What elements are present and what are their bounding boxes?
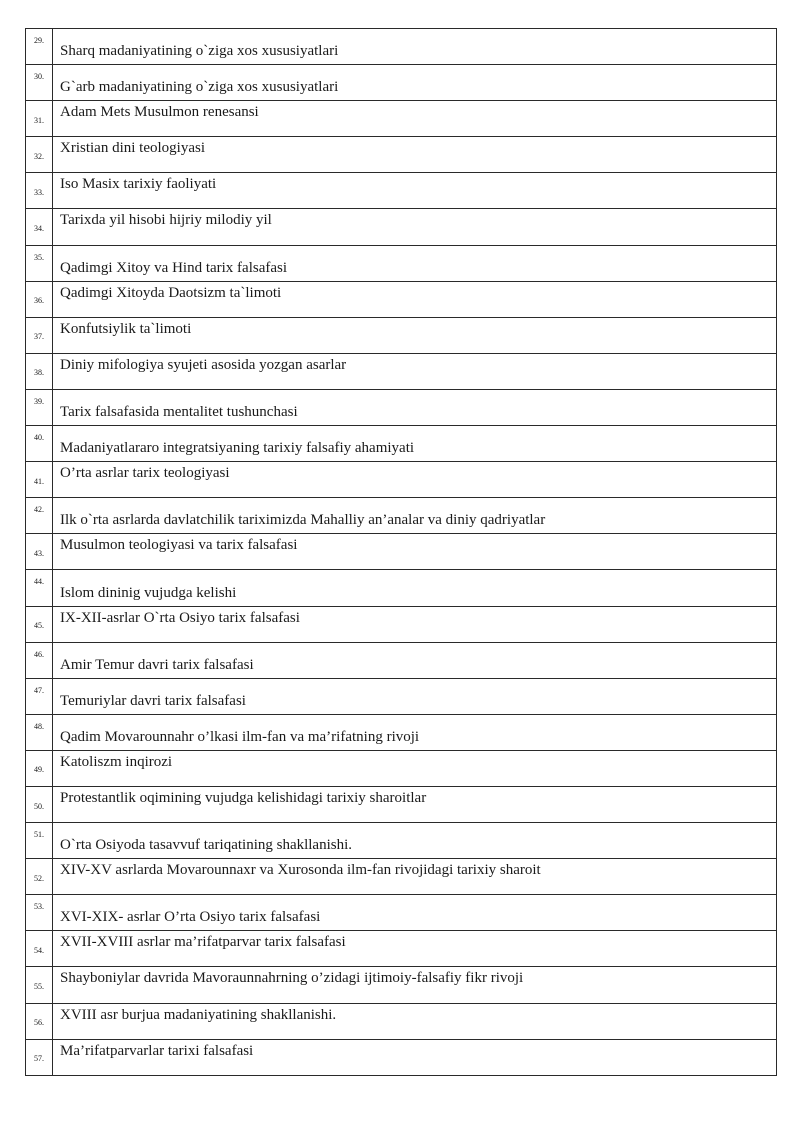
topic-title: Diniy mifologiya syujeti asosida yozgan asarlar [53,353,777,389]
topic-title: IX-XII-asrlar O`rta Osiyo tarix falsafasi [53,606,777,642]
table-row [26,606,777,642]
topic-title: XVI-XIX- asrlar O’rta Osiyo tarix falsafasi [53,895,777,931]
topic-title: Madaniyatlararo integratsiyaning tarixiy falsafiy ahamiyati [53,426,777,462]
topic-title: O’rta asrlar tarix teologiyasi [53,462,777,498]
topic-title: XIV-XV asrlarda Movarounnaxr va Xurosonda ilm-fan rivojidagi tarixiy sharoit [53,859,777,895]
row-number: 29. [26,29,53,65]
table-row [26,967,777,1003]
topic-title: Amir Temur davri tarix falsafasi [53,642,777,678]
table-row [26,29,777,65]
row-number: 35. [26,245,53,281]
row-number: 46. [26,642,53,678]
topic-title: Ma’rifatparvarlar tarixi falsafasi [53,1039,777,1075]
topic-title: XVIII asr burjua madaniyatining shakllanishi. [53,1003,777,1039]
row-number: 42. [26,498,53,534]
table-row [26,1039,777,1075]
row-number: 37. [26,317,53,353]
topic-title: Xristian dini teologiyasi [53,137,777,173]
topic-title: Sharq madaniyatining o`ziga xos xususiyatlari [53,29,777,65]
topics-table-body [26,29,777,1076]
table-row [26,389,777,425]
row-number: 33. [26,173,53,209]
row-number: 49. [26,750,53,786]
row-number: 52. [26,859,53,895]
row-number: 38. [26,353,53,389]
row-number: 54. [26,931,53,967]
topic-title: Protestantlik oqimining vujudga kelishidagi tarixiy sharoitlar [53,786,777,822]
topic-title: Tarix falsafasida mentalitet tushunchasi [53,389,777,425]
row-number: 55. [26,967,53,1003]
table-row [26,895,777,931]
topic-title: G`arb madaniyatining o`ziga xos xususiyatlari [53,65,777,101]
topic-title: Shayboniylar davrida Mavoraunnahrning o’zidagi ijtimoiy-falsafiy fikr rivoji [53,967,777,1003]
row-number: 32. [26,137,53,173]
table-row [26,823,777,859]
table-row [26,534,777,570]
table-row [26,209,777,245]
table-row [26,786,777,822]
row-number: 36. [26,281,53,317]
row-number: 34. [26,209,53,245]
row-number: 51. [26,823,53,859]
topic-title: Konfutsiylik ta`limoti [53,317,777,353]
row-number: 50. [26,786,53,822]
topic-title: Adam Mets Musulmon renesansi [53,101,777,137]
table-row [26,498,777,534]
topic-title: Qadimgi Xitoyda Daotsizm ta`limoti [53,281,777,317]
topic-title: O`rta Osiyoda tasavvuf tariqatining shakllanishi. [53,823,777,859]
table-row [26,245,777,281]
table-row [26,426,777,462]
table-row [26,1003,777,1039]
table-row [26,714,777,750]
row-number: 41. [26,462,53,498]
table-row [26,750,777,786]
table-row [26,173,777,209]
topic-title: Tarixda yil hisobi hijriy milodiy yil [53,209,777,245]
row-number: 40. [26,426,53,462]
topic-title: Islom dininig vujudga kelishi [53,570,777,606]
row-number: 47. [26,678,53,714]
topic-title: Temuriylar davri tarix falsafasi [53,678,777,714]
row-number: 45. [26,606,53,642]
table-row [26,642,777,678]
row-number: 48. [26,714,53,750]
table-row [26,317,777,353]
table-row [26,570,777,606]
table-row [26,281,777,317]
topic-title: Musulmon teologiyasi va tarix falsafasi [53,534,777,570]
row-number: 43. [26,534,53,570]
row-number: 30. [26,65,53,101]
table-row [26,65,777,101]
row-number: 57. [26,1039,53,1075]
topic-title: Qadimgi Xitoy va Hind tarix falsafasi [53,245,777,281]
row-number: 31. [26,101,53,137]
table-row [26,137,777,173]
table-row [26,353,777,389]
table-row [26,101,777,137]
table-row [26,931,777,967]
topic-title: Iso Masix tarixiy faoliyati [53,173,777,209]
topic-title: XVII-XVIII asrlar ma’rifatparvar tarix falsafasi [53,931,777,967]
row-number: 56. [26,1003,53,1039]
row-number: 53. [26,895,53,931]
row-number: 44. [26,570,53,606]
table-row [26,678,777,714]
topics-table [25,28,777,1076]
row-number: 39. [26,389,53,425]
topic-title: Ilk o`rta asrlarda davlatchilik tariximizda Mahalliy an’analar va diniy qadriyatlar [53,498,777,534]
table-row [26,859,777,895]
topic-title: Qadim Movarounnahr o’lkasi ilm-fan va ma’rifatning rivoji [53,714,777,750]
topic-title: Katoliszm inqirozi [53,750,777,786]
table-row [26,462,777,498]
